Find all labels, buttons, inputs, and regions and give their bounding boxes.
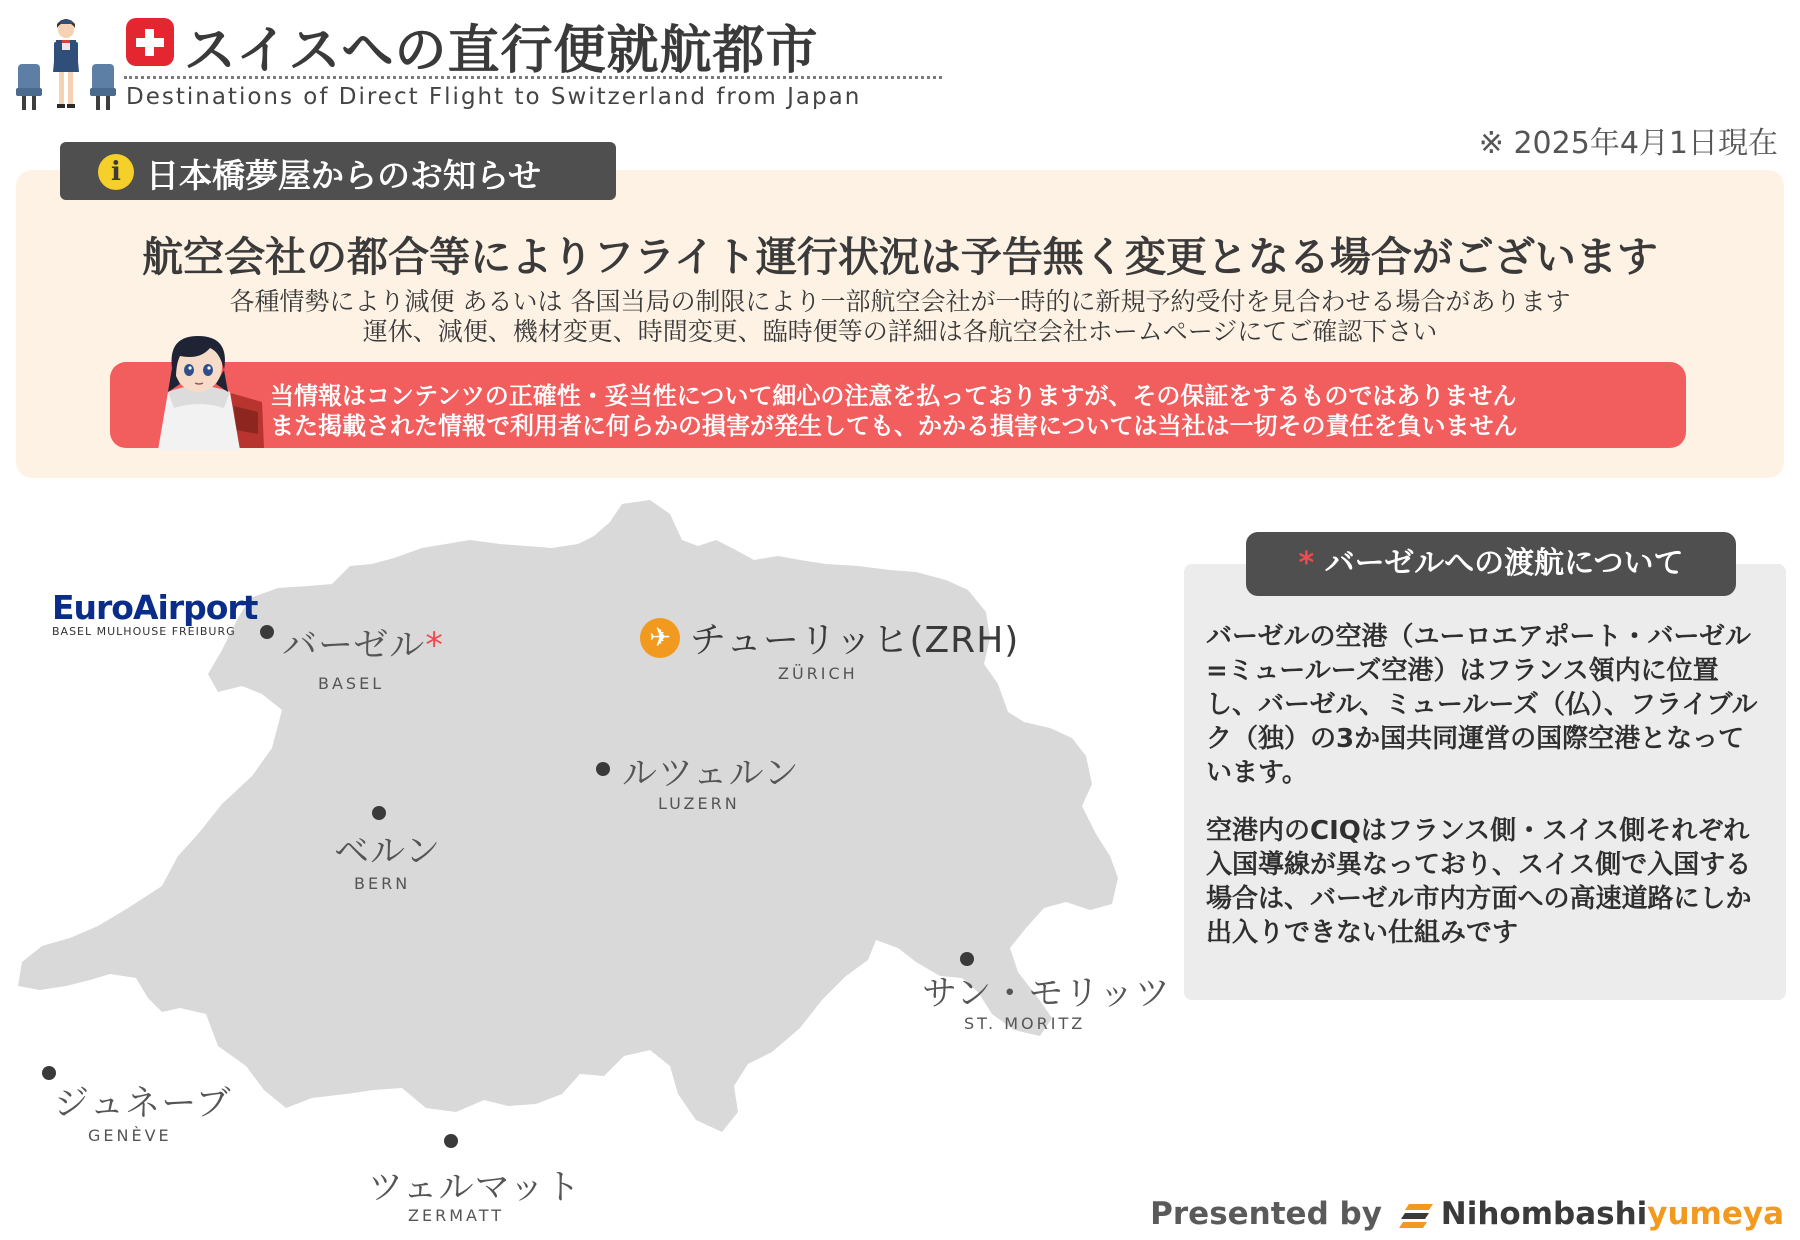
basel-title-asterisk: *: [1298, 546, 1315, 581]
as-of-date: ※ 2025年4月1日現在: [1478, 126, 1778, 161]
notice-headline: 航空会社の都合等によりフライト運行状況は予告無く変更となる場合がございます: [142, 233, 1658, 281]
notice-line: 各種情勢により減便 あるいは 各国当局の制限により一部航空会社が一時的に新規予約受付を見合わせる場合があります: [229, 287, 1571, 316]
yumeya-logo-icon: [1399, 1202, 1435, 1230]
basel-info-paragraph: バーゼルの空港（ユーロエアポート・バーゼル=ミュールーズ空港）はフランス領内に位置し、バーゼル、ミュールーズ（仏）、フライブルク（独）の3か国共同運営の国際空港となっています。: [1206, 622, 1758, 788]
brand-name: Nihombashi: [1440, 1196, 1648, 1232]
notice-tab-label: 日本橋夢屋からのお知らせ: [146, 156, 542, 195]
title-divider: [124, 76, 942, 79]
city-name-basel: バーゼル: [282, 626, 426, 666]
city-label-geneve: ジュネーブ: [54, 1084, 232, 1124]
city-en-bern: BERN: [354, 874, 411, 893]
city-label-bern: ベルン: [334, 832, 442, 872]
swiss-flag-icon: [126, 18, 174, 66]
luzern-dot: [596, 762, 610, 776]
presented-by-label: Presented by: [1150, 1196, 1382, 1232]
city-label-basel: [282, 618, 444, 668]
city-label-stmoritz: サン・モリッツ: [922, 974, 1171, 1014]
disclaimer-banner: [110, 362, 1686, 448]
traveler-character-illustration: [150, 330, 268, 450]
city-en-stmoritz: ST. MORITZ: [964, 1014, 1086, 1033]
notice-line: 運休、減便、機材変更、時間変更、臨時便等の詳細は各航空会社ホームページにてご確認下さい: [362, 317, 1438, 346]
city-label-zermatt: ツェルマット: [368, 1168, 582, 1208]
euroairport-name: EuroAirport: [52, 588, 258, 627]
info-icon: i: [98, 154, 134, 190]
city-en-zermatt: ZERMATT: [408, 1206, 504, 1225]
city-en-basel: BASEL: [318, 674, 385, 693]
city-label-luzern: ルツェルン: [622, 754, 800, 794]
brand-name-accent: yumeya: [1647, 1196, 1784, 1232]
euroairport-cities: BASEL MULHOUSE FREIBURG: [52, 625, 236, 638]
city-en-geneve: GENÈVE: [88, 1126, 172, 1145]
notice-tab: [60, 142, 616, 200]
basel-info-title: [1246, 532, 1736, 596]
basel-title-text: バーゼルへの渡航について: [1324, 546, 1684, 581]
bern-dot: [372, 806, 386, 820]
zermatt-dot: [444, 1134, 458, 1148]
basel-dot: [260, 625, 274, 639]
city-label-zurich: チューリッヒ(ZRH): [690, 620, 1020, 661]
disclaimer-line: また掲載された情報で利用者に何らかの損害が発生しても、かかる損害については当社は一切その責任を負いません: [270, 412, 1518, 440]
airplane-icon: ✈: [640, 618, 680, 658]
city-en-zurich: ZÜRICH: [778, 664, 858, 683]
page-title: スイスへの直行便就航都市: [184, 21, 819, 81]
stmoritz-dot: [960, 952, 974, 966]
city-en-luzern: LUZERN: [658, 794, 740, 813]
basel-asterisk: *: [425, 626, 444, 666]
basel-info-panel: [1184, 564, 1786, 1000]
euroairport-logo: [52, 588, 257, 638]
page-subtitle: Destinations of Direct Flight to Switzerland from Japan: [126, 84, 862, 110]
footer-credit: [1150, 1196, 1784, 1232]
basel-info-paragraph: 空港内のCIQはフランス側・スイス側それぞれ入国導線が異なっており、スイス側で入国する場合は、バーゼル市内方面への高速道路にしか出入りできない仕組みです: [1206, 816, 1752, 948]
disclaimer-line: 当情報はコンテンツの正確性・妥当性について細心の注意を払っておりますが、その保証をするものではありません: [270, 382, 1517, 410]
flight-attendant-illustration: [16, 16, 116, 112]
